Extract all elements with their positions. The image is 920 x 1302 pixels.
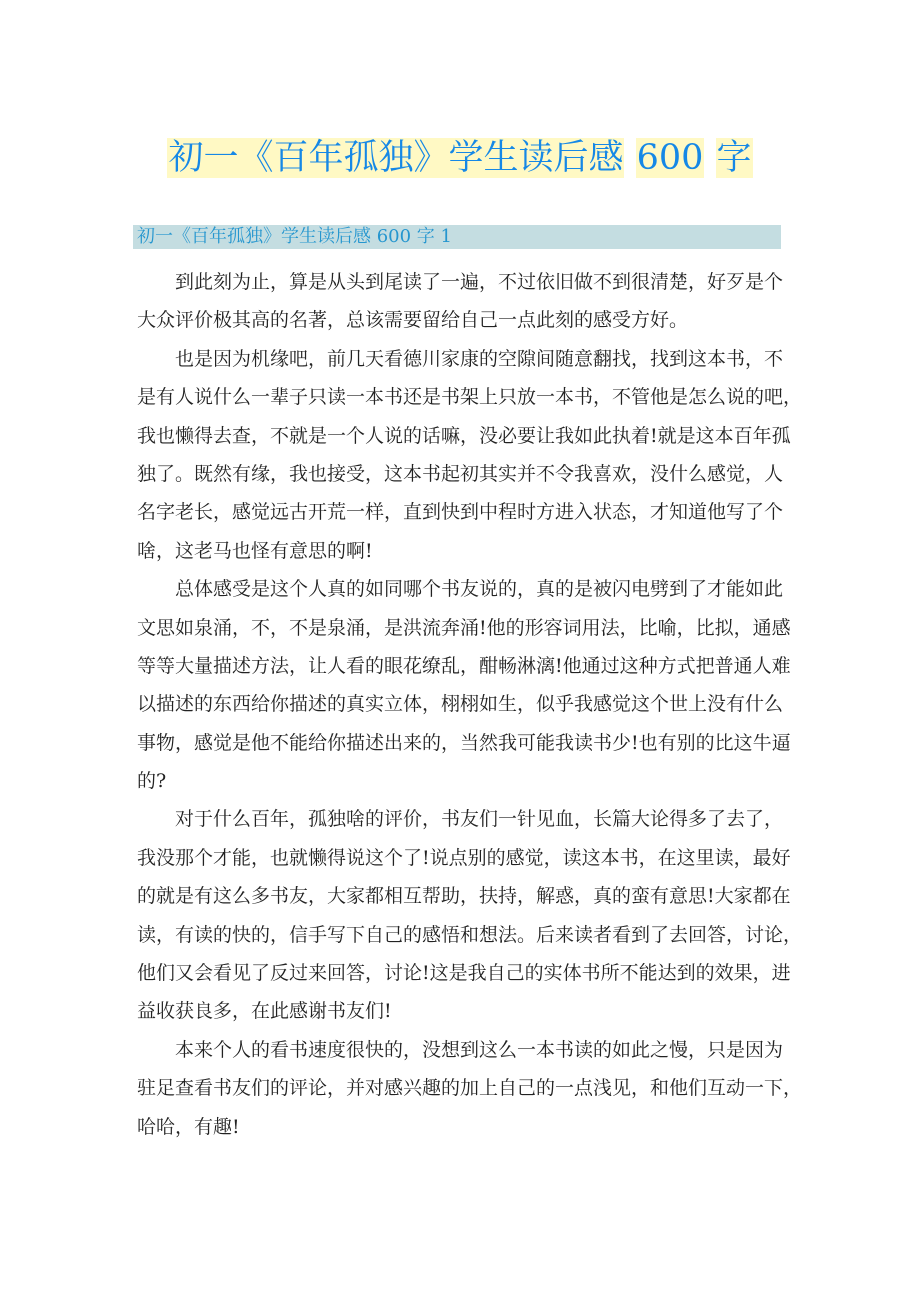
paragraph xyxy=(137,570,791,800)
title-text: 初一《百年孤独》学生读后感 xyxy=(168,138,624,178)
article-body xyxy=(137,263,803,1146)
paragraph xyxy=(137,1031,803,1146)
text-line: 大众评价极其高的名著，总该需要留给自己一点此刻的感受方好。 xyxy=(137,309,689,332)
text-line: 我没那个才能，也就懒得说这个了!说点别的感觉，读这本书，在这里读，最好 xyxy=(137,846,791,869)
text-line: 总体感受是这个人真的如同哪个书友说的，真的是被闪电劈到了才能如此 xyxy=(175,578,784,601)
text-line: 他们又会看见了反过来回答，讨论!这是我自己的实体书所不能达到的效果，进 xyxy=(137,962,791,985)
text-line: 的? xyxy=(137,770,167,793)
text-line: 独了。既然有缘，我也接受，这本书起初其实并不令我喜欢，没什么感觉，人 xyxy=(137,462,784,485)
title-number: 600 xyxy=(636,138,704,178)
text-line: 驻足查看书友们的评论，并对感兴趣的加上自己的一点浅见，和他们互动一下， xyxy=(137,1077,803,1100)
text-line: 读，有读的快的，信手写下自己的感悟和想法。后来读者看到了去回答，讨论， xyxy=(137,923,803,946)
text-line: 本来个人的看书速度很快的，没想到这么一本书读的如此之慢，只是因为 xyxy=(175,1038,784,1061)
text-line: 我也懒得去查，不就是一个人说的话嘛，没必要让我如此执着!就是这本百年孤 xyxy=(137,424,791,447)
text-line: 到此刻为止，算是从头到尾读了一遍，不过依旧做不到很清楚，好歹是个 xyxy=(175,271,784,293)
text-line: 等等大量描述方法，让人看的眼花缭乱，酣畅淋漓!他通过这种方式把普通人难 xyxy=(137,654,791,677)
text-line: 也是因为机缘吧，前几天看德川家康的空隙间随意翻找，找到这本书，不 xyxy=(175,347,784,370)
text-line: 文思如泉涌，不，不是泉涌，是洪流奔涌!他的形容词用法，比喻，比拟，通感 xyxy=(137,616,791,639)
text-line: 是有人说什么一辈子只读一本书还是书架上只放一本书，不管他是怎么说的吧， xyxy=(137,386,803,409)
document-title xyxy=(0,136,920,180)
text-line: 哈哈，有趣! xyxy=(137,1115,240,1138)
text-line: 名字老长，感觉远古开荒一样，直到快到中程时方进入状态，才知道他写了个 xyxy=(137,501,784,524)
text-line: 对于什么百年，孤独啥的评价，书友们一针见血，长篇大论得多了去了， xyxy=(175,808,784,831)
text-line: 啥，这老马也怪有意思的啊! xyxy=(137,539,373,562)
paragraph xyxy=(137,800,803,1030)
text-line: 益收获良多，在此感谢书友们! xyxy=(137,1000,392,1023)
text-line: 以描述的东西给你描述的真实立体，栩栩如生，似乎我感觉这个世上没有什么 xyxy=(137,693,784,716)
paragraph xyxy=(137,263,784,340)
section-heading: 初一《百年孤独》学生读后感 600 字 1 xyxy=(133,225,781,249)
text-line: 事物，感觉是他不能给你描述出来的，当然我可能我读书少!也有别的比这牛逼 xyxy=(137,731,791,754)
paragraph xyxy=(137,340,803,570)
text-line: 的就是有这么多书友，大家都相互帮助，扶持，解惑，真的蛮有意思!大家都在 xyxy=(137,885,791,908)
title-suffix: 字 xyxy=(716,138,752,178)
